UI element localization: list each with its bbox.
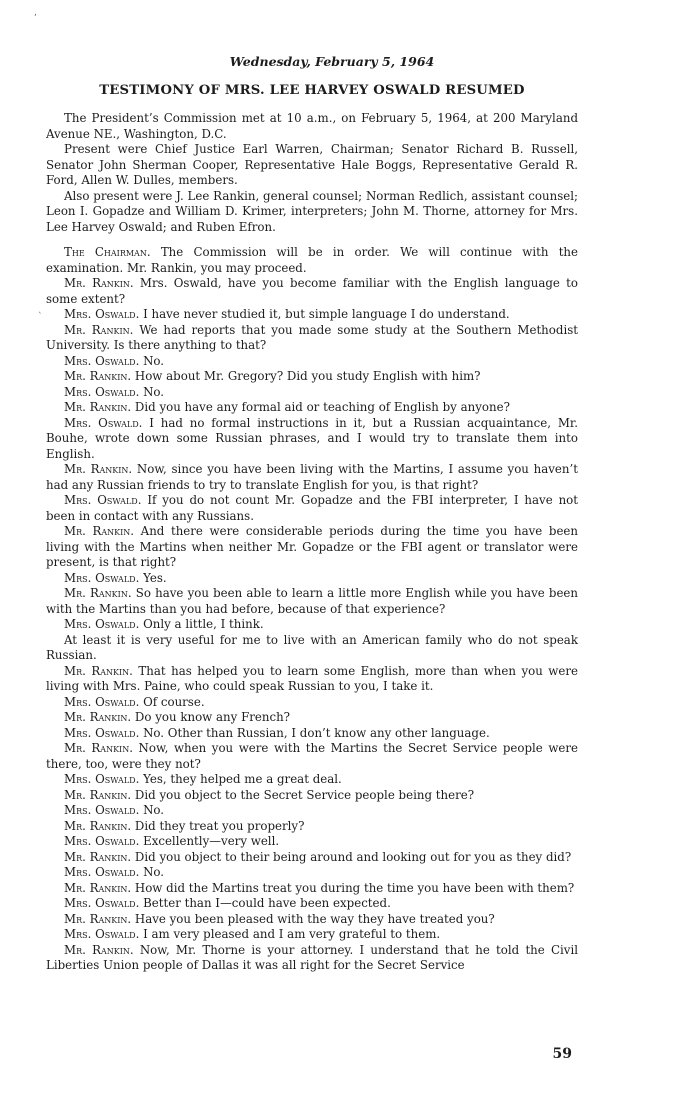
speaker-label: Mrs. Oswald. — [64, 353, 140, 368]
speaker-label: Mrs. Oswald. — [64, 725, 140, 740]
dialogue-paragraph — [46, 617, 578, 633]
speaker-label: Mr. Rankin. — [64, 586, 132, 600]
speech-text: Now, when you were with the Martins the Secret Service people were there, too, were they not? — [46, 741, 579, 771]
front-paragraph: Present were Chief Justice Earl Warren, Chairman; Senator Richard B. Russell, Senator John Sherman Cooper, Representative Hale Boggs, Representative Gerald R. Ford, Allen W. Dulles, members. — [46, 142, 578, 187]
session-date: Wednesday, February 5, 1964 — [229, 54, 435, 69]
dialogue-paragraph — [46, 726, 578, 742]
speech-text: I have never studied it, but simple language I do understand. — [143, 307, 510, 321]
speech-text: And there were considerable periods during the time you have been living with the Martins when neither Mr. Gopadze or the FBI agent or translator were present, is that right? — [46, 524, 579, 569]
speaker-label: The Chairman. — [64, 245, 151, 259]
dialogue-paragraph — [46, 710, 578, 726]
speech-text: Only a little, I think. — [143, 617, 264, 631]
speech-text: No. — [143, 384, 165, 399]
speaker-label: Mr. Rankin. — [64, 400, 132, 414]
front-matter — [46, 111, 578, 235]
speaker-label: Mr. Rankin. — [64, 710, 132, 724]
speaker-label: Mr. Rankin. — [64, 369, 132, 383]
dialogue-paragraph — [46, 943, 578, 974]
speaker-label: Mrs. Oswald. — [64, 834, 140, 848]
speech-text: I had no formal instructions in it, but a Russian acquaintance, Mr. Bouhe, wrote down some Russian phrases, and I would try to translate them into English. — [46, 415, 578, 461]
speaker-label: Mrs. Oswald. — [64, 570, 140, 585]
speech-text: No. Other than Russian, I don’t know any other language. — [143, 725, 490, 740]
speaker-label: Mr. Rankin. — [64, 911, 132, 926]
dialogue-paragraph — [46, 850, 578, 866]
speaker-label: Mrs. Oswald. — [64, 694, 140, 709]
dialogue-paragraph — [46, 633, 578, 664]
speech-text: If you do not count Mr. Gopadze and the FBI interpreter, I have not been in contact with any Russians. — [46, 493, 579, 523]
speech-text: I am very pleased and I am very grateful to them. — [143, 927, 441, 941]
speech-text: Do you know any French? — [134, 710, 291, 724]
speech-text: Did you object to the Secret Service people being there? — [134, 787, 475, 802]
speaker-label: Mrs. Oswald. — [64, 896, 140, 910]
dialogue-paragraph — [46, 571, 578, 587]
document-page — [46, 54, 578, 974]
dialogue-paragraph — [46, 896, 578, 912]
dialogue-paragraph — [46, 493, 578, 524]
speech-text: How did the Martins treat you during the time you have been with them? — [134, 880, 575, 895]
dialogue-paragraph — [46, 385, 578, 401]
page-number: 59 — [552, 1046, 572, 1062]
speaker-label: Mrs. Oswald. — [64, 927, 140, 941]
speech-text: Of course. — [143, 694, 205, 709]
dialogue-paragraph — [46, 245, 578, 276]
speaker-label: Mrs. Oswald. — [64, 865, 140, 879]
dialogue-paragraph — [46, 462, 578, 493]
speech-text: Have you been pleased with the way they have treated you? — [134, 911, 495, 926]
speech-text: Yes, they helped me a great deal. — [143, 772, 342, 786]
speech-text: No. — [143, 865, 165, 879]
dialogue-paragraph — [46, 912, 578, 928]
speaker-label: Mrs. Oswald. — [64, 415, 143, 430]
dialogue-paragraph — [46, 276, 578, 307]
dialogue-paragraph — [46, 834, 578, 850]
speaker-label: Mr. Rankin. — [64, 741, 133, 755]
dialogue-paragraph — [46, 369, 578, 385]
speech-text: Did you object to their being around and looking out for you as they did? — [134, 849, 572, 864]
testimony-dialogue — [46, 245, 578, 974]
speech-text: Now, since you have been living with the Martins, I assume you haven’t had any Russian friends to try to translate English for you, is that right? — [46, 462, 579, 492]
speaker-label: Mr. Rankin. — [64, 818, 132, 833]
speech-text: Better than I—could have been expected. — [143, 896, 391, 910]
dialogue-paragraph — [46, 354, 578, 370]
dialogue-paragraph — [46, 586, 578, 617]
front-paragraph: Also present were J. Lee Rankin, general counsel; Norman Redlich, assistant counsel; Leon I. Gopadze and William D. Krimer, interpreters; John M. Thorne, attorney for Mrs. Lee Harvey Oswald; and Ruben Efron. — [46, 188, 578, 234]
dialogue-paragraph — [46, 881, 578, 897]
dialogue-paragraph — [46, 307, 578, 323]
speaker-label: Mr. Rankin. — [64, 524, 135, 538]
dialogue-paragraph — [46, 803, 578, 819]
speech-text: Mrs. Oswald, have you become familiar with the English language to some extent? — [46, 276, 579, 306]
dialogue-paragraph — [46, 927, 578, 943]
speech-text: So have you been able to learn a little more English while you have been with the Martins than you had before, because of that experience? — [46, 586, 578, 616]
speech-text: That has helped you to learn some English, more than when you were living with Mrs. Paine, who could speak Russian to you, I take it. — [46, 663, 579, 693]
margin-mark: ` — [38, 312, 43, 322]
dialogue-paragraph — [46, 400, 578, 416]
dialogue-paragraph — [46, 664, 578, 695]
speaker-label: Mr. Rankin. — [64, 322, 134, 337]
speaker-label: Mr. Rankin. — [64, 663, 133, 678]
speaker-label: Mrs. Oswald. — [64, 772, 140, 786]
front-paragraph: The President’s Commission met at 10 a.m., on February 5, 1964, at 200 Maryland Avenue NE., Washington, D.C. — [46, 111, 578, 141]
speaker-label: Mrs. Oswald. — [64, 803, 140, 817]
dialogue-paragraph — [46, 772, 578, 788]
speech-text: Excellently—very well. — [143, 834, 280, 848]
speaker-label: Mrs. Oswald. — [64, 493, 142, 507]
speech-text: How about Mr. Gregory? Did you study English with him? — [134, 369, 481, 383]
speaker-label: Mr. Rankin. — [64, 787, 132, 802]
speech-text: No. — [143, 803, 165, 817]
speech-text: Did they treat you properly? — [134, 818, 305, 833]
dialogue-paragraph — [46, 865, 578, 881]
speech-text: Yes. — [143, 570, 167, 585]
dialogue-paragraph — [46, 741, 578, 772]
dialogue-paragraph — [46, 416, 578, 463]
speech-text: We had reports that you made some study at the Southern Methodist University. Is there anything to that? — [46, 322, 579, 352]
speaker-label: Mr. Rankin. — [64, 942, 134, 957]
dialogue-paragraph — [46, 788, 578, 804]
speech-text: Did you have any formal aid or teaching of English by anyone? — [134, 400, 510, 414]
dialogue-paragraph — [46, 695, 578, 711]
testimony-heading: TESTIMONY OF MRS. LEE HARVEY OSWALD RESUMED — [99, 82, 525, 98]
speaker-label: Mrs. Oswald. — [64, 307, 140, 321]
dialogue-paragraph — [46, 323, 578, 354]
speaker-label: Mr. Rankin. — [64, 276, 134, 290]
margin-mark: , — [34, 8, 37, 18]
speaker-label: Mr. Rankin. — [64, 880, 132, 895]
speech-text: No. — [143, 353, 165, 368]
speaker-label: Mr. Rankin. — [64, 849, 132, 864]
speaker-label: Mrs. Oswald. — [64, 384, 140, 399]
speech-text: Now, Mr. Thorne is your attorney. I understand that he told the Civil Liberties Union people of Dallas it was all right for the Secret Service — [46, 942, 578, 972]
dialogue-paragraph — [46, 819, 578, 835]
speaker-label: Mrs. Oswald. — [64, 617, 140, 631]
speech-text: The Commission will be in order. We will continue with the examination. Mr. Rankin, you may proceed. — [46, 245, 579, 275]
speech-text: At least it is very useful for me to live with an American family who do not speak Russian. — [46, 632, 578, 662]
dialogue-paragraph — [46, 524, 578, 571]
speaker-label: Mr. Rankin. — [64, 462, 133, 476]
